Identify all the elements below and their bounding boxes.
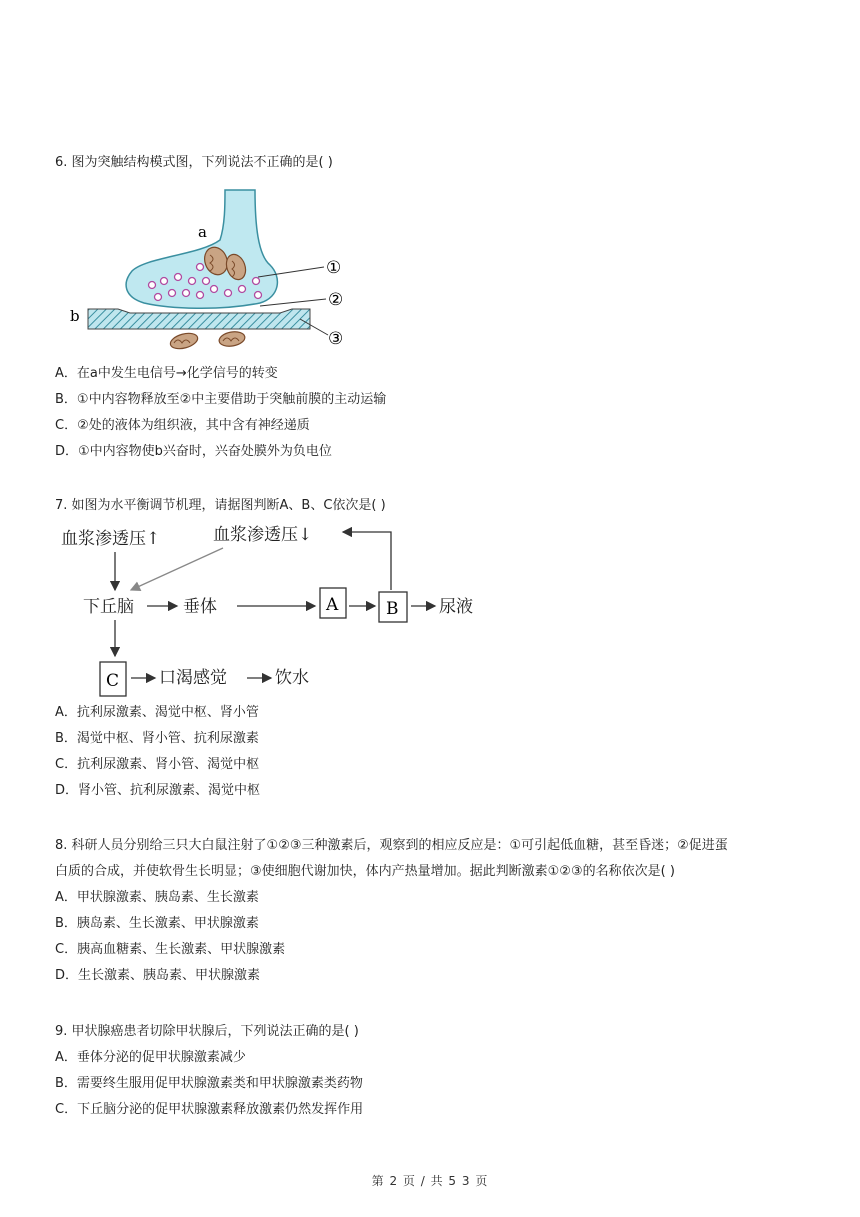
box-b-label: B: [386, 599, 399, 619]
option-b: B．渴觉中枢、肾小管、抗利尿激素: [55, 731, 259, 746]
option-c: C．②处的液体为组织液，其中含有神经递质: [55, 418, 310, 433]
question-7-options: [55, 700, 815, 804]
question-9: [55, 1019, 815, 1123]
option-c: C．胰高血糖素、生长激素、甲状腺激素: [55, 942, 286, 957]
question-stem: 6. 图为突触结构模式图，下列说法不正确的是( ): [55, 155, 333, 170]
question-6: [55, 150, 815, 176]
synapse-diagram: [60, 185, 370, 355]
box-c-label: C: [106, 671, 120, 691]
question-7: [55, 493, 815, 519]
label-1: ①: [326, 258, 342, 278]
label-2: ②: [328, 290, 344, 310]
water-balance-diagram: [55, 520, 495, 702]
question-stem: 9. 甲状腺癌患者切除甲状腺后，下列说法正确的是( ): [55, 1024, 359, 1039]
hypothalamus-label: 下丘脑: [83, 597, 134, 617]
thirst-label: 口渴感觉: [159, 668, 227, 688]
question-6-options: [55, 361, 815, 465]
option-c: C．下丘脑分泌的促甲状腺激素释放激素仍然发挥作用: [55, 1102, 364, 1117]
page-footer: 第 2 页 / 共 5 3 页: [371, 1174, 489, 1188]
option-a: A．抗利尿激素、渴觉中枢、肾小管: [55, 705, 259, 720]
question-8: [55, 833, 815, 989]
label-a: a: [198, 223, 207, 241]
option-d: D．①中内容物使b兴奋时，兴奋处膜外为负电位: [55, 444, 332, 459]
option-d: D．生长激素、胰岛素、甲状腺激素: [55, 968, 261, 983]
option-d: D．肾小管、抗利尿激素、渴觉中枢: [55, 783, 261, 798]
box-a-label: A: [326, 595, 339, 615]
drink-label: 饮水: [275, 668, 309, 688]
option-a: A．在a中发生电信号→化学信号的转变: [55, 366, 278, 381]
question-stem-line-2: 白质的合成，并使软骨生长明显；③使细胞代谢加快，体内产热量增加。据此判断激素①②③的名称依次是( ): [55, 864, 675, 879]
label-3: ③: [328, 329, 344, 349]
question-stem-line-1: 8. 科研人员分别给三只大白鼠注射了①②③三种激素后，观察到的相应反应是：①可引起低血糖，甚至昏迷；②促进蛋: [55, 838, 728, 853]
option-c: C．抗利尿激素、肾小管、渴觉中枢: [55, 757, 260, 772]
option-a: A．垂体分泌的促甲状腺激素减少: [55, 1050, 246, 1065]
option-b: B．①中内容物释放至②中主要借助于突触前膜的主动运输: [55, 392, 387, 407]
question-stem: 7. 如图为水平衡调节机理，请据图判断A、B、C依次是( ): [55, 498, 386, 513]
option-b: B．需要终生服用促甲状腺激素类和甲状腺激素类药物: [55, 1076, 363, 1091]
option-a: A．甲状腺激素、胰岛素、生长激素: [55, 890, 259, 905]
urine-label: 尿液: [439, 597, 473, 617]
plasma-up-label: 血浆渗透压↑: [61, 529, 161, 549]
plasma-down-label: 血浆渗透压↓: [213, 525, 313, 545]
label-b: b: [70, 307, 80, 325]
pituitary-label: 垂体: [183, 597, 217, 617]
option-b: B．胰岛素、生长激素、甲状腺激素: [55, 916, 259, 931]
